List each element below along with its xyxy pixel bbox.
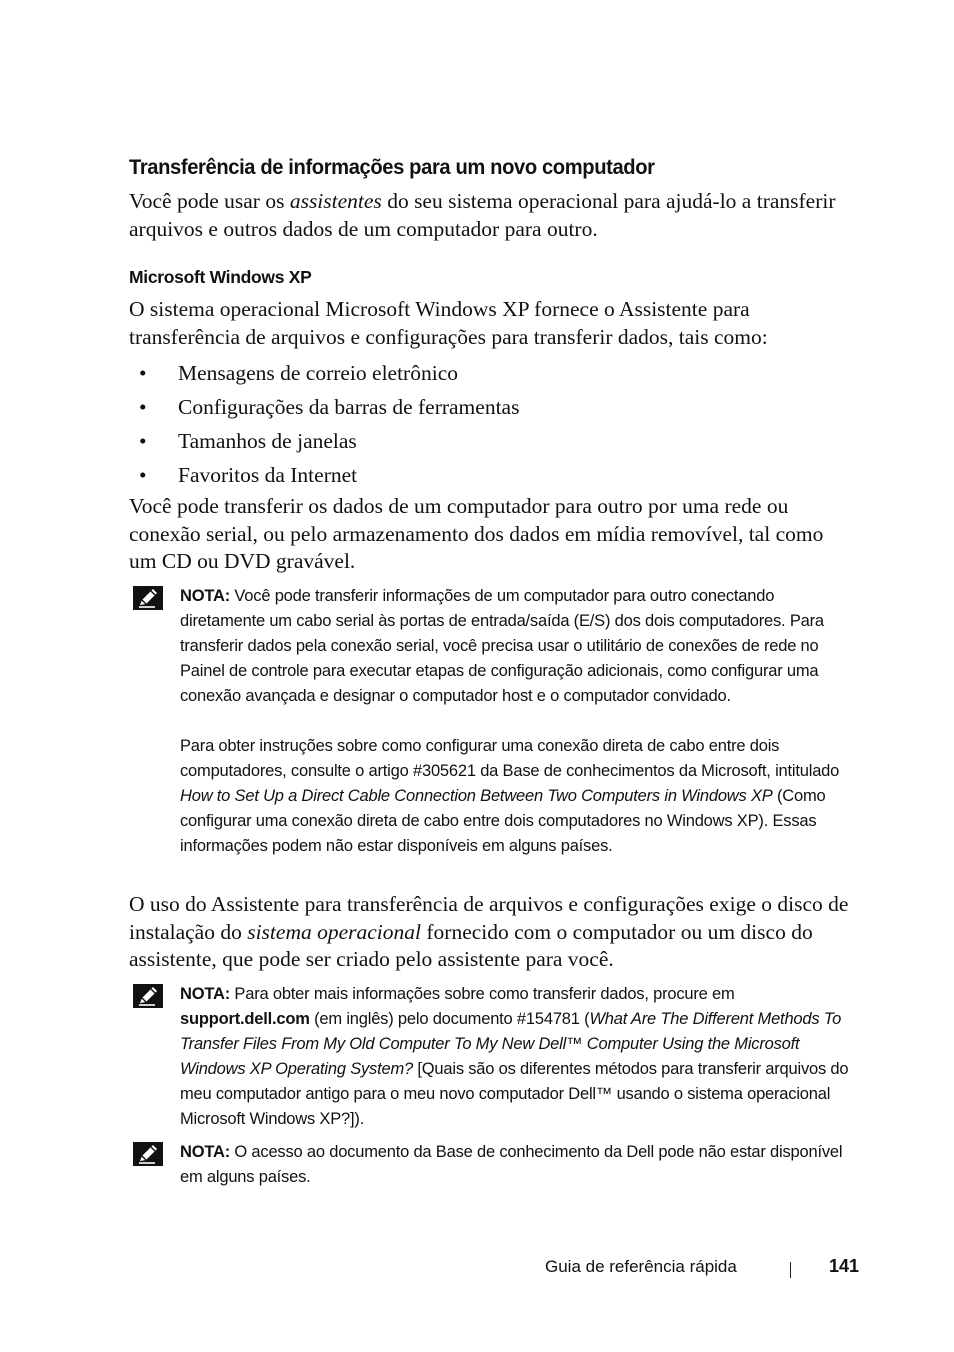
list-item: • Mensagens de correio eletrônico: [129, 356, 829, 390]
article-title: How to Set Up a Direct Cable Connection Between Two Computers in Windows XP: [180, 787, 773, 805]
assistants-emphasis: assistentes: [289, 189, 382, 213]
footer-divider: [790, 1262, 791, 1278]
note-pencil-icon: [133, 984, 163, 1008]
note-pencil-icon: [133, 586, 163, 610]
note-label: NOTA:: [180, 985, 231, 1003]
bullet-icon: •: [139, 463, 147, 487]
install-disc-paragraph: O uso do Assistente para transferência de arquivos e configurações exige o disco de instalação do sistema operacional fornecido com o computador ou um disco do assistente, que pode ser criado pelo assistente para você.: [129, 892, 849, 971]
os-emphasis: sistema operacional: [247, 919, 421, 944]
bullet-icon: •: [139, 429, 147, 453]
document-title: What Are The Different Methods To Transfer Files From My Old Computer To My New Dell™ Computer Using the Microsoft Windows XP Operating System?: [180, 1010, 842, 1078]
bullet-icon: •: [139, 395, 147, 419]
note-label: NOTA:: [180, 587, 231, 605]
list-item: • Favoritos da Internet: [129, 458, 829, 492]
note-text: NOTA: Você pode transferir informações de um computador para outro conectando diretamente um cabo serial às portas de entrada/saída (E/S) dos dois computadores. Para transferir dados pela conexão serial, você precisa usar o utilitário de conexões de rede no Painel de controle para executar etapas de configuração adicionais, como configurar uma conexão avançada e designar o computador host e o computador convidado. Para obter instruções sobre como configurar uma conexão direta de cabo entre dois computadores, consulte o artigo #305621 da Base de conhecimentos da Microsoft, intitulado How to Set Up a Direct Cable Connection Between Two Computers in Windows XP (Como configurar uma conexão direta de cabo entre dois computadores no Windows XP). Essas informações podem não estar disponíveis em alguns países.: [180, 587, 840, 855]
footer-guide-title: Guia de referência rápida: [545, 1257, 737, 1276]
subsection-title: Microsoft Windows XP: [129, 267, 312, 287]
data-types-list: [129, 356, 829, 492]
list-item: • Configurações da barras de ferramentas: [129, 390, 829, 424]
transfer-methods-paragraph: Você pode transferir os dados de um computador para outro por uma rede ou conexão serial, ou pelo armazenamento dos dados em mídia removível, tal como um CD ou DVD gravável.: [129, 494, 824, 573]
section-title: Transferência de informações para um novo computador: [129, 156, 655, 179]
list-item: • Tamanhos de janelas: [129, 424, 829, 458]
page-number: 141: [829, 1256, 860, 1276]
windows-xp-paragraph: O sistema operacional Microsoft Windows XP fornece o Assistente para transferência de arquivos e configurações para transferir dados, tais como:: [129, 297, 768, 349]
note-label: NOTA:: [180, 1143, 231, 1161]
bullet-icon: •: [139, 361, 147, 385]
intro-paragraph: Você pode usar os assistentes do seu sistema operacional para ajudá-lo a transferir arquivos e outros dados de um computador para outro.: [129, 189, 836, 241]
support-link[interactable]: support.dell.com: [180, 1010, 310, 1028]
note-text: NOTA: Para obter mais informações sobre como transferir dados, procure em support.dell.com (em inglês) pelo documento #154781 (What Are The Different Methods To Transfer Files From My Old Computer To My New Dell™ Computer Using the Microsoft Windows XP Operating System? [Quais são os diferentes métodos para transferir arquivos do meu computador antigo para o meu novo computador Dell™ usando o sistema operacional Microsoft Windows XP?]).: [180, 985, 849, 1128]
note-text: NOTA: O acesso ao documento da Base de conhecimento da Dell pode não estar disponível em alguns países.: [180, 1143, 843, 1186]
note-pencil-icon: [133, 1142, 163, 1166]
